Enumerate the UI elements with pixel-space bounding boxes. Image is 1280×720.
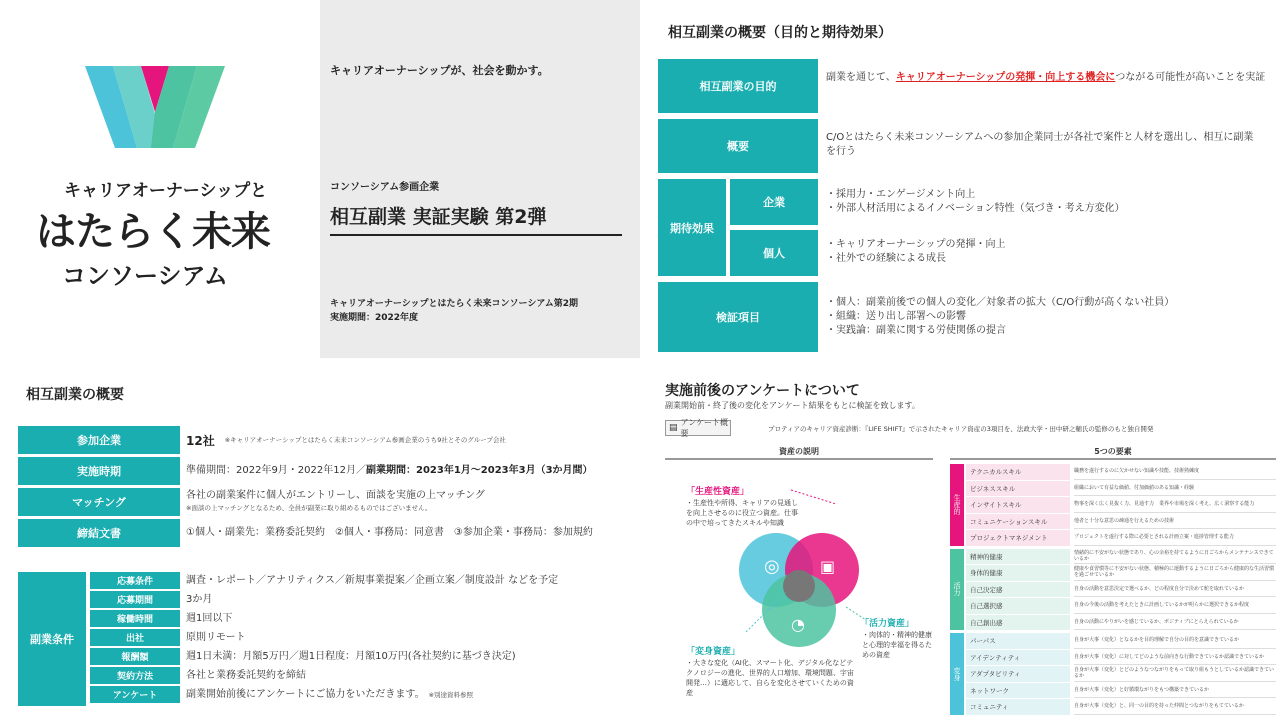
purpose-verify-l3: ・実践論：副業に関する労使関係の提言 xyxy=(826,325,1006,336)
condition-value-row xyxy=(186,629,246,646)
group-label: 生産的 xyxy=(950,464,964,546)
purpose-label-effect: 期待効果 xyxy=(658,179,726,276)
trans-title: 「変身資産」 xyxy=(686,647,741,657)
element-key: コミュニティ xyxy=(966,699,1070,715)
overview-period-value: 準備期間：2022年9月・2022年12月／ xyxy=(186,465,366,476)
group-label: 変身 xyxy=(950,633,964,715)
tagline: キャリアオーナーシップが、社会を動かす。 xyxy=(330,64,549,77)
element-key: ビジネススキル xyxy=(966,481,1070,497)
overview-companies-note: ※キャリアオーナーシップとはたらく未来コンソーシアム参画企業のうち9社とそのグループ会社 xyxy=(224,436,506,444)
condition-value: 原則リモート xyxy=(186,631,246,643)
survey-panel xyxy=(656,362,1280,720)
condition-key: 稼働時間 xyxy=(90,610,180,627)
purpose-overview-text: C/Oとはたらく未来コンソーシアムへの参加企業同士が各社で案件と人材を選出し、相互に副業を行う xyxy=(826,132,1254,157)
prod-title: 「生産性資産」 xyxy=(686,487,750,497)
condition-key: 出社 xyxy=(90,629,180,646)
overview-matching-note: ※面談の上マッチングとなるため、全員が副業に取り組めるものではございません。 xyxy=(186,504,432,512)
element-desc: 健康や食習慣等に不安がない状態、積極的に運動するように日ごろから健康的な生活習慣を過ごせているか xyxy=(1074,565,1276,581)
condition-value-row xyxy=(186,667,306,684)
condition-value: 3か月 xyxy=(186,593,213,605)
overview-companies-row xyxy=(186,426,506,454)
element-key: プロジェクトマネジメント xyxy=(966,530,1070,546)
element-desc: 自身が大事（変化）と、同一の目的を持った仲間とつながりをもてているか xyxy=(1074,699,1276,715)
element-desc: 他者と十分な意思の疎通を行えるための技術 xyxy=(1074,514,1276,530)
title-underline xyxy=(330,234,622,236)
prod-text: ・生産性や所得、キャリアの見通しを向上させるのに役立つ資産。仕事の中で培ってきたスキルや知識 xyxy=(686,499,798,527)
element-key: 身体的健康 xyxy=(966,565,1070,581)
condition-value: 副業開始前後にアンケートにご協力をいただきます。 xyxy=(186,688,425,700)
purpose-goal-highlight: キャリアオーナーシップの発揮・向上する機会に xyxy=(895,72,1116,83)
overview-label-companies: 参加企業 xyxy=(18,426,180,454)
element-key: 自己創出感 xyxy=(966,615,1070,631)
logo-line2: はたらく未来 xyxy=(36,209,270,255)
element-desc: 職務を遂行するのに欠かせない知識や技能、技術熟練度 xyxy=(1074,464,1276,480)
purpose-heading: 相互副業の概要（目的と期待効果） xyxy=(668,25,892,41)
purpose-label-company: 企業 xyxy=(730,179,818,225)
overview-panel xyxy=(0,362,640,720)
survey-sub: 副業開始前・終了後の変化をアンケート結果をもとに検証を致します。 xyxy=(665,401,920,410)
element-desc: 自身の活動にやりがいを感じているか、ポジティブにとらえられているか xyxy=(1074,615,1276,631)
condition-value-row xyxy=(186,610,232,627)
condition-value: 週1回以下 xyxy=(186,612,233,624)
logo-line3: コンソーシアム xyxy=(62,262,228,290)
condition-key: 契約方法 xyxy=(90,667,180,684)
title-sub1: キャリアオーナーシップとはたらく未来コンソーシアム第2期 xyxy=(330,299,579,309)
doc-icon: ▤ xyxy=(669,423,678,433)
purpose-company-l1: ・採用力・エンゲージメント向上 xyxy=(826,189,976,200)
overview-label-period: 実施時期 xyxy=(18,457,180,485)
overview-period-row xyxy=(186,457,593,485)
purpose-individual-l2: ・社外での経験による成長 xyxy=(826,253,946,264)
kicker: コンソーシアム参画企業 xyxy=(330,182,440,193)
element-key: コミュニケーションスキル xyxy=(966,514,1070,530)
condition-value-row xyxy=(186,572,558,589)
purpose-label-individual: 個人 xyxy=(730,230,818,276)
purpose-label-overview: 概要 xyxy=(658,119,818,173)
w-logo-icon xyxy=(85,66,225,148)
element-key: インサイトスキル xyxy=(966,497,1070,513)
doc-title: 相互副業 実証実験 第2弾 xyxy=(330,206,547,228)
purpose-verify-l1: ・個人：副業前後での個人の変化／対象者の拡大（C/O行動が高くない社員） xyxy=(826,297,1175,308)
purpose-goal-post: つながる可能性が高いことを実証 xyxy=(1115,72,1266,83)
condition-key: 応募期間 xyxy=(90,591,180,608)
element-desc: 自身が大事（変化）となるかを目的理解で自分の目的を意識できているか xyxy=(1074,633,1276,649)
element-desc: 自身の活動を意思決定で選べるか、どの程度自分で決めて舵を取れているか xyxy=(1074,582,1276,598)
element-desc: 組織において有益な価値、付加価値のある知識・経験 xyxy=(1074,481,1276,497)
vital-text: ・肉体的・精神的健康と心理的幸福を得るための資産 xyxy=(862,631,932,659)
survey-col2-header xyxy=(950,446,1276,460)
logo-panel xyxy=(0,0,318,358)
condition-value-row xyxy=(186,591,212,608)
title-sub2: 実施期間：2022年度 xyxy=(330,313,419,323)
element-desc: 自身が大事（変化）とどのようなつながりをもって取り組もうとしているか認識できているか xyxy=(1074,666,1276,682)
survey-col1-label: 資産の説明 xyxy=(779,447,819,456)
element-desc: 自身が大事（変化）に対してどのような前向きな行動できているか認識できているか xyxy=(1074,650,1276,666)
overview-label-docs: 締結文書 xyxy=(18,519,180,547)
element-key: パーパス xyxy=(966,633,1070,649)
overview-companies-value: 12社 xyxy=(186,433,215,448)
purpose-label-goal: 相互副業の目的 xyxy=(658,59,818,113)
camera-icon: ◎ xyxy=(764,556,780,577)
element-desc: プロジェクトを遂行する際に必要とされる計画立案・進捗管理する能力 xyxy=(1074,530,1276,546)
element-key: 精神的健康 xyxy=(966,549,1070,565)
logo-line1: キャリアオーナーシップと xyxy=(64,181,268,201)
condition-key: 報酬額 xyxy=(90,648,180,665)
condition-key: アンケート xyxy=(90,686,180,703)
survey-heading: 実施前後のアンケートについて xyxy=(665,383,860,399)
condition-value: 各社と業務委託契約を締結 xyxy=(186,669,306,681)
element-desc: 情緒的に不安がない状態であり、心の余裕を持てるように日ごろからメンテナンスできているか xyxy=(1074,549,1276,565)
element-key: テクニカルスキル xyxy=(966,464,1070,480)
vital-title: 「活力資産」 xyxy=(860,619,915,629)
purpose-verify-l2: ・組織：送り出し部署への影響 xyxy=(826,311,966,322)
element-key: アイデンティティ xyxy=(966,650,1070,666)
title-panel xyxy=(320,0,640,358)
purpose-company-l2: ・外部人材活用によるイノベーション特性（気づき・考え方変化） xyxy=(826,203,1125,214)
overview-matching-value: 各社の副業案件に個人がエントリーし、面談を実施の上マッチング xyxy=(186,490,485,501)
purpose-individual-l1: ・キャリアオーナーシップの発揮・向上 xyxy=(826,239,1006,250)
overview-docs-value: ①個人・副業先：業務委託契約 ②個人・事務局：同意書 ③参加企業・事務局：参加規約 xyxy=(186,527,593,538)
element-key: 自己決定感 xyxy=(966,582,1070,598)
overview-period-bold: 副業期間：2023年1月〜2023年3月（3か月間） xyxy=(366,465,593,476)
element-key: 自己選択感 xyxy=(966,598,1070,614)
overview-heading: 相互副業の概要 xyxy=(26,387,124,403)
element-desc: 自身が大事（変化）と好循環ながりをもつ構築できているか xyxy=(1074,683,1276,699)
survey-tag-text: プロティアのキャリア資産診断：『LIFE SHIFT』で示されたキャリア資産の3項目を、法政大学・田中研之輔氏の監修のもと独自開発 xyxy=(768,425,1154,433)
condition-value-row xyxy=(186,686,473,703)
muscle-icon: ◔ xyxy=(791,615,805,634)
element-key: ネットワーク xyxy=(966,683,1070,699)
overview-label-matching: マッチング xyxy=(18,488,180,516)
element-desc: 物事を深く広く見抜く力、見通す力 業界や市場を深く考え、広く洞察する能力 xyxy=(1074,497,1276,513)
purpose-goal-pre: 副業を通じて、 xyxy=(826,72,896,83)
purpose-panel xyxy=(656,0,1280,358)
trans-text: ・大きな変化（AI化、スマート化、デジタル化などテクノロジーの進化、世界的人口増加、環境問題、宇宙開発…）に適応して、自らを変化させていくための資産 xyxy=(686,659,854,697)
survey-tag-label: アンケート概要 xyxy=(680,418,729,438)
presenter-icon: ▣ xyxy=(820,557,836,576)
condition-value-row xyxy=(186,648,516,665)
purpose-goal-text xyxy=(826,71,1276,85)
condition-key: 応募条件 xyxy=(90,572,180,589)
group-label: 活力 xyxy=(950,549,964,631)
overview-label-conditions: 副業条件 xyxy=(18,572,86,706)
condition-note: ※別途資料参照 xyxy=(428,690,474,699)
condition-value: 調査・レポート／アナリティクス／新規事業提案／企画立案／制度設計 などを予定 xyxy=(186,574,559,586)
element-desc: 自身の今後の活動を考えたときに計画しているかが明らかに選択できるか程度 xyxy=(1074,598,1276,614)
survey-col2-label: 5つの要素 xyxy=(1094,447,1132,456)
condition-value: 週1日未満：月額5万円／週1日程度：月額10万円(各社契約に基づき決定) xyxy=(186,650,516,662)
element-key: アダプタビリティ xyxy=(966,666,1070,682)
purpose-label-verify: 検証項目 xyxy=(658,282,818,352)
